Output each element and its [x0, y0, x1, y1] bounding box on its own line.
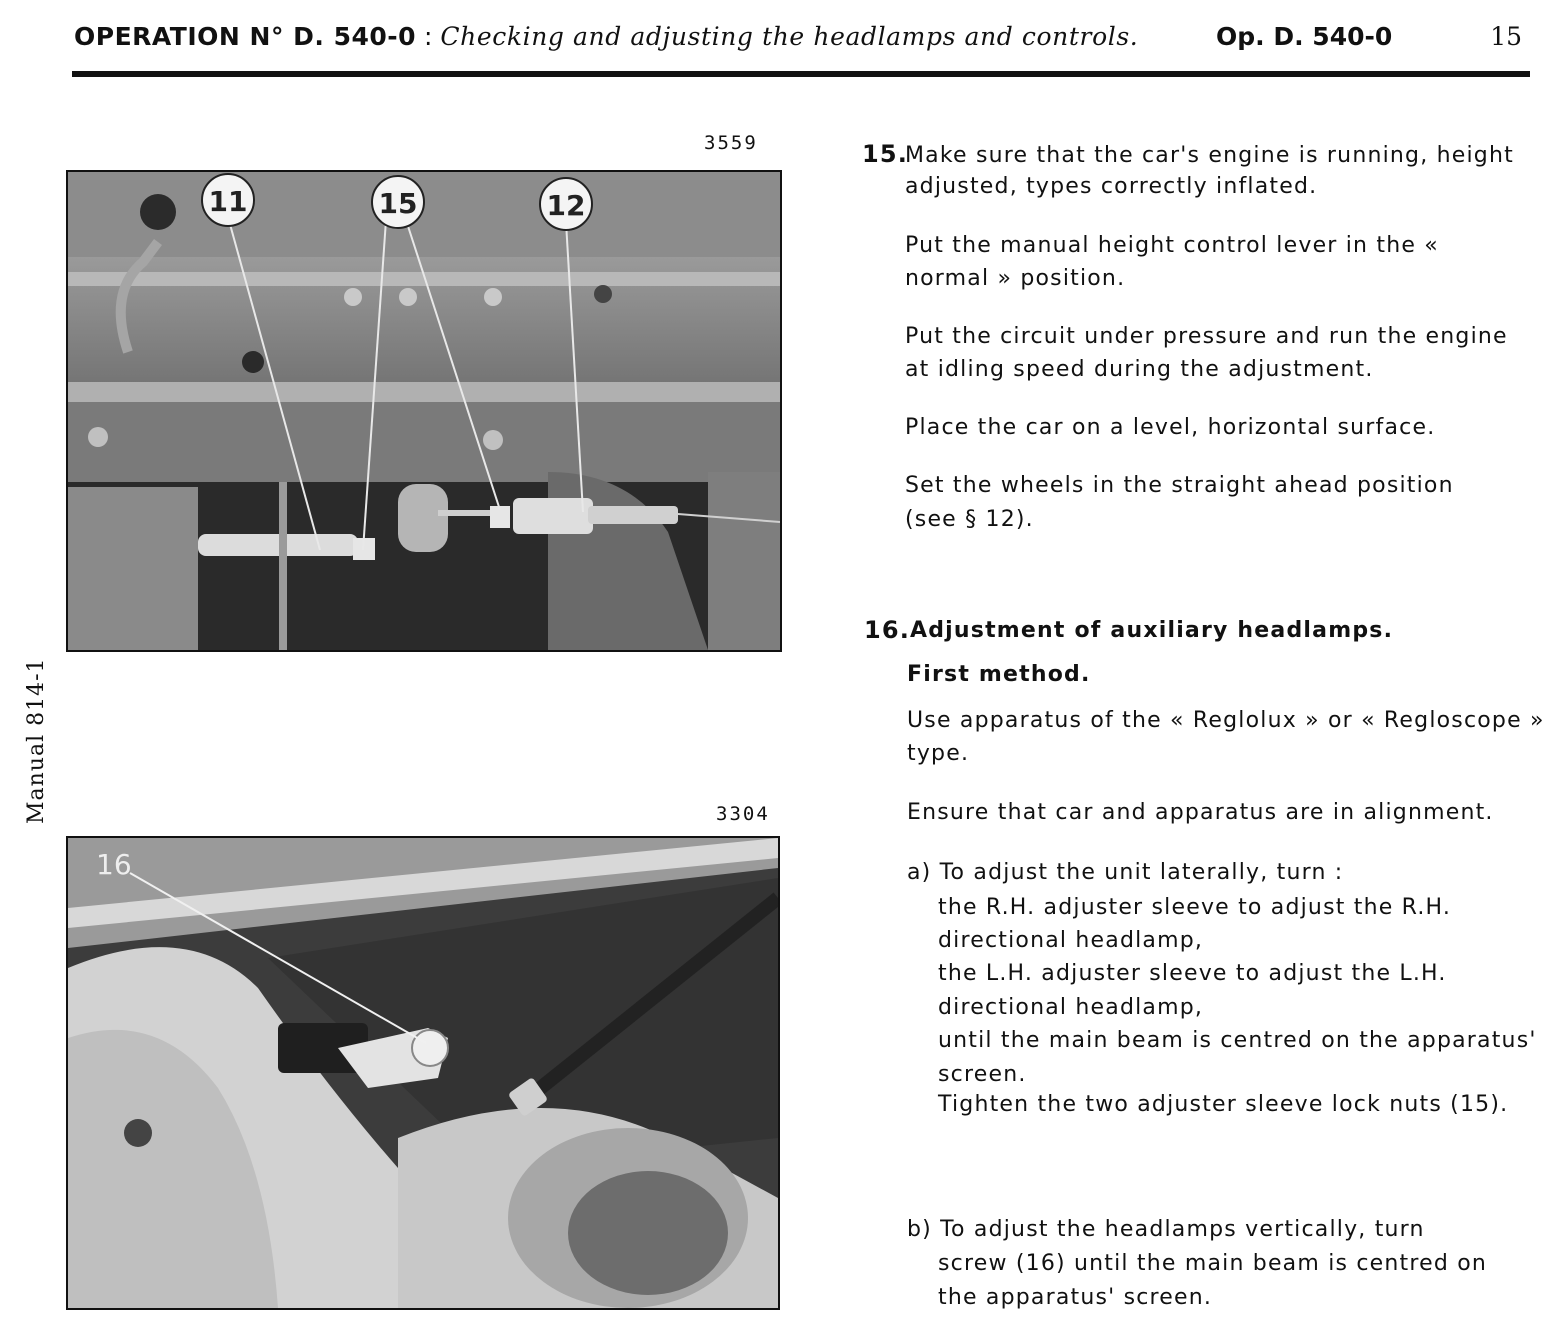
section-15-line: adjusted, types correctly inflated. [905, 174, 1318, 199]
step-a-line: until the main beam is centred on the apparatus' [938, 1028, 1537, 1053]
manual-reference: Manual 814-1 [24, 657, 49, 824]
section-15-number: 15. [862, 140, 909, 168]
header-title [74, 22, 1138, 51]
callout-16: 16 [96, 848, 132, 881]
step-b-line: b) To adjust the headlamps vertically, turn [907, 1217, 1425, 1242]
step-a-line: directional headlamp, [938, 928, 1204, 953]
page-number: 15 [1490, 22, 1522, 51]
section-15-line: Make sure that the car's engine is running, height [905, 143, 1514, 168]
section-15-line: Place the car on a level, horizontal surface. [905, 415, 1436, 440]
section-15-line: Put the manual height control lever in the « [905, 233, 1439, 258]
step-a-line: directional headlamp, [938, 995, 1204, 1020]
figure-number: 3304 [716, 803, 770, 825]
section-16-method: First method. [907, 662, 1091, 687]
section-16-line: type. [907, 741, 970, 766]
headlamp-housing-photo-illustration [68, 838, 778, 1308]
step-a-line: Tighten the two adjuster sleeve lock nuts (15). [938, 1092, 1509, 1117]
operation-number: OPERATION N° D. 540-0 [74, 22, 417, 51]
step-a-line: the L.H. adjuster sleeve to adjust the L.H. [938, 961, 1447, 986]
section-16-line: Use apparatus of the « Reglolux » or « Regloscope » [907, 708, 1545, 733]
page-header [74, 18, 1530, 58]
callout-11: 11 [208, 185, 248, 218]
engine-bay-photo-illustration [68, 172, 780, 650]
section-16-number: 16. [864, 616, 911, 644]
section-15-line: Put the circuit under pressure and run the engine [905, 324, 1508, 349]
header-rule [72, 71, 1530, 77]
step-a-line: a) To adjust the unit laterally, turn : [907, 860, 1344, 885]
callout-15: 15 [378, 187, 418, 220]
photo-headlamp-controls [66, 170, 782, 652]
section-15-line: (see § 12). [905, 507, 1034, 532]
section-15-line: at idling speed during the adjustment. [905, 357, 1374, 382]
photo-headlamp-screw [66, 836, 780, 1310]
step-a-line: screen. [938, 1062, 1027, 1087]
header-subtitle: Checking and adjusting the headlamps and controls. [440, 22, 1139, 51]
section-15-line: Set the wheels in the straight ahead position [905, 473, 1454, 498]
step-b-line: the apparatus' screen. [938, 1285, 1213, 1310]
section-15-line: normal » position. [905, 266, 1126, 291]
step-a-line: the R.H. adjuster sleeve to adjust the R.H. [938, 895, 1452, 920]
section-16-title: Adjustment of auxiliary headlamps. [910, 618, 1394, 643]
figure-number: 3559 [704, 132, 758, 154]
operation-short-ref: Op. D. 540-0 [1216, 22, 1393, 51]
step-b-line: screw (16) until the main beam is centred on [938, 1251, 1488, 1276]
callout-12: 12 [546, 189, 586, 222]
section-16-line: Ensure that car and apparatus are in alignment. [907, 800, 1494, 825]
header-separator: : [416, 22, 441, 51]
